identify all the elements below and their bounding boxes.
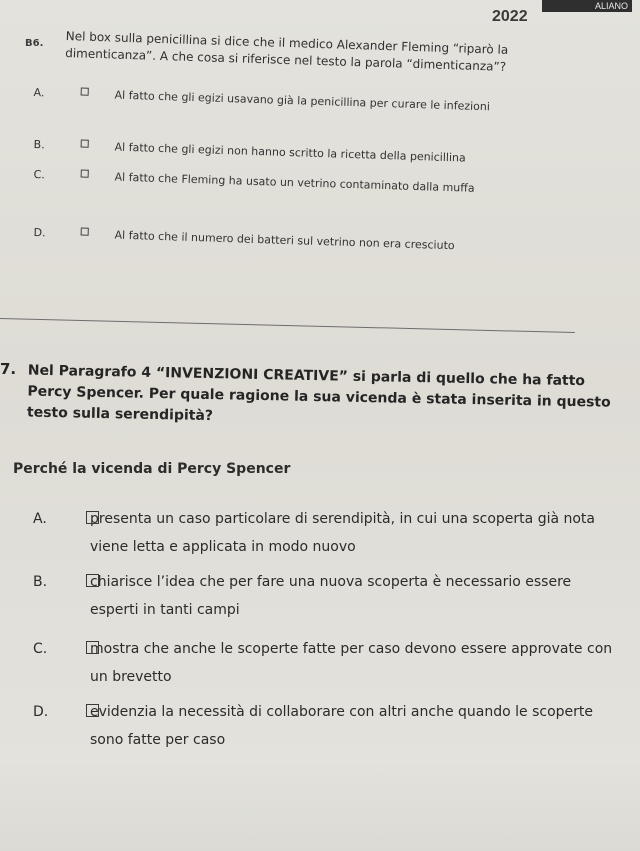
question-6-option-a[interactable] [33,82,553,117]
question-7-text: Nel Paragrafo 4 “INVENZIONI CREATIVE” si parla di quello che ha fatto Percy Spencer. Per quale ragione la sua vicenda è stata inserita in questo testo sulla serendipità? [26,362,611,425]
year-label: 2022 [492,8,528,25]
checkbox[interactable] [86,511,99,524]
question-6-option-c[interactable] [33,164,553,199]
question-7 [0,360,640,780]
option-letter: C. [33,641,48,657]
question-7-option-c[interactable] [33,635,613,691]
option-letter: A. [33,511,47,527]
option-text: evidenzia la necessità di collaborare con altri anche quando le scoperte sono fatte per caso [90,704,593,748]
question-6-option-b[interactable] [33,134,553,169]
option-text: mostra che anche le scoperte fatte per caso devono essere approvate con un brevetto [90,641,613,685]
checkbox[interactable] [86,641,99,654]
option-letter: B. [33,574,48,590]
question-7-option-d[interactable] [33,698,613,754]
question-7-number: 7. [0,360,17,378]
question-6-option-d[interactable] [33,222,553,257]
question-7-prompt: Perché la vicenda di Percy Spencer [13,461,291,477]
option-letter: B. [33,137,45,152]
question-6-number: B6. [25,38,44,49]
bottom-paper-shade [0,760,640,851]
question-6 [0,0,640,320]
option-text: Al fatto che il numero dei batteri sul vetrino non era cresciuto [114,228,455,253]
checkbox[interactable] [86,574,99,587]
option-text: presenta un caso particolare di serendipità, in cui una scoperta già nota viene letta e applicata in modo nuovo [90,511,596,555]
question-7-option-a[interactable] [33,505,613,561]
checkbox[interactable] [86,704,99,717]
option-letter: D. [33,225,46,240]
corner-header-tag: ALIANO [542,0,632,12]
option-text: Al fatto che gli egizi non hanno scritto la ricetta della penicillina [114,140,466,165]
question-6-text: Nel box sulla penicillina si dice che il medico Alexander Fleming “riparò la dimenticanza”. A che cosa si riferisce nel testo la parola “dimenticanza”? [64,28,509,75]
checkbox[interactable] [81,227,89,235]
checkbox[interactable] [81,139,89,147]
option-text: Al fatto che Fleming ha usato un vetrino contaminato dalla muffa [114,170,475,195]
section-divider [0,318,575,333]
checkbox[interactable] [81,169,89,177]
checkbox[interactable] [81,87,89,95]
option-text: Al fatto che gli egizi usavano già la penicillina per curare le infezioni [114,88,491,114]
option-letter: D. [33,704,49,720]
question-7-option-b[interactable] [33,568,613,624]
option-letter: A. [33,85,45,100]
option-letter: C. [33,167,46,182]
option-text: chiarisce l’idea che per fare una nuova scoperta è necessario essere esperti in tanti campi [90,574,572,618]
